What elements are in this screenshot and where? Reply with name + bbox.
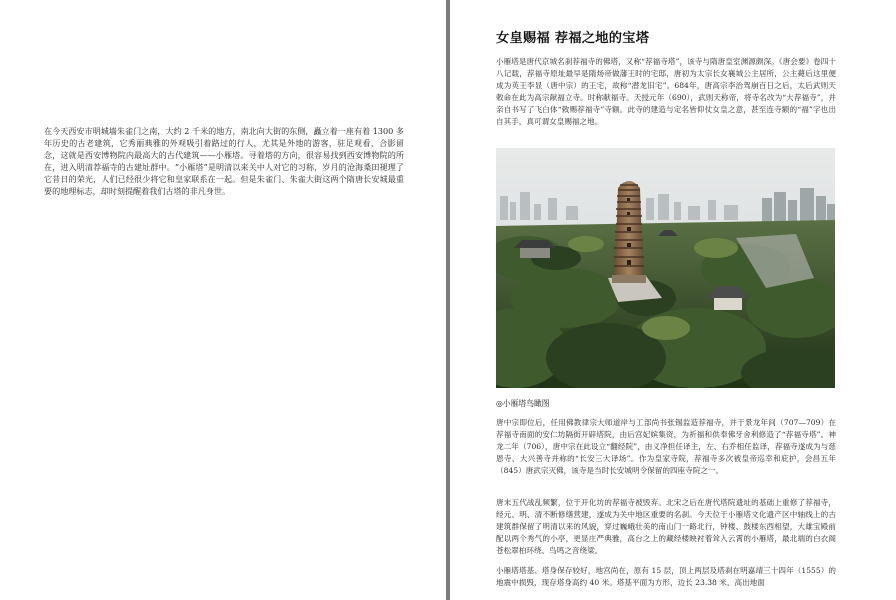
- body-paragraph-2: 唐中宗即位后，任用佛教律宗大师道岸与工部尚书张锡监造荐福寺，并于景龙年间（707—709）在荐福寺南面的安仁坊隔街开辟塔院，由后宫妃嫔集资，为祈福和供奉佛牙舍利修造了“荐福寺塔”。神龙二年（706），唐中宗在此设立“翻经院”，由义净担任译主，左、右乔相任监译，荐福寺遂成为与慈恩寺、大兴善寺并称的“长安三大译场”。作为皇家寺院，荐福寺多次被皇帝巡幸和庇护，会昌五年（845）唐武宗灭佛，该寺是当时长安城明令保留的四座寺院之一。: [496, 418, 836, 475]
- right-page: [450, 0, 896, 600]
- body-paragraph-3: 唐末五代战乱频繁，位于开化坊的荐福寺被毁弃。北宋之后在唐代塔院遗址的基础上重修了荐福寺，经元、明、清不断修缮营建，遂成为关中地区重要的名刹。今天位于小雁塔文化遗产区中轴线上的古建筑群保留了明清以来的风貌，穿过巍峨壮美的南山门一路北行，钟楼、鼓楼东西相望，大雄宝殿前配以两个秀气的小亭，更显庄严典雅，高台之上的藏经楼映衬着耸入云霄的小雁塔，最北端的白衣阁苍松翠柏环绕、鸟鸣之音绕梁。: [496, 498, 836, 555]
- left-page: [0, 0, 446, 600]
- pagoda-aerial-photo: [496, 148, 835, 388]
- section-title: 女皇赐福 荐福之地的宝塔: [496, 31, 650, 46]
- photo-caption: ◎小雁塔鸟瞰图: [496, 399, 550, 408]
- body-paragraph-4: 小雁塔塔基、塔身保存较好，地宫尚在，原有 15 层，顶上两层及塔刹在明嘉靖三十四年（1555）的地震中损毁，现存塔身高约 40 米。塔基平面为方形，边长 23.38 米，高出地面: [496, 566, 836, 587]
- intro-paragraph: 在今天西安市明城墙朱雀门之南，大约 2 千米的地方，南北向大街的东侧，矗立着一座有着 1300 多年历史的古老建筑，它秀丽典雅的外观吸引着路过的行人，尤其是外地的游客，驻足观看，合影留念，这就是西安博物院内最高大的古代建筑——小雁塔。寻着塔的方向，很容易找到西安博物院的所在，进入明清荐福寺的古建址群中。“小雁塔”是明清以来关中人对它的习称，岁月的沧海桑田褪理了它昔日的荣光，人们已经很少将它和皇家联系在一起。但是朱雀门、朱雀大街这两个隋唐长安城最重要的地理标志，却时刻提醒着我们古塔的非凡身世。: [44, 126, 404, 196]
- body-paragraph-1: 小雁塔是唐代京城名刹荐福寺的佛塔，又称“荐福寺塔”，该寺与隋唐皇室渊源颇深。《唐会要》卷四十八记载，荐福寺原址最早是隋炀帝做藩王时的宅邸，唐初为太宗长女襄城公主居所，公主薨后这里便成为英王李显（唐中宗）的王宅，故称“潜龙旧宅”。684年，唐高宗李治驾崩百日之后，太后武则天敕命在此为高宗献福立寺。时称献福寺。天授元年（690），武则天称帝，将寺名改为“大荐福寺”，并亲自书写了飞白体“敕赐荐福寺”寺额。此寺的建造与定名皆仰仗女皇之意，甚至连寺额的“福”字也出自其手，真可谓女皇赐福之地。: [496, 57, 836, 126]
